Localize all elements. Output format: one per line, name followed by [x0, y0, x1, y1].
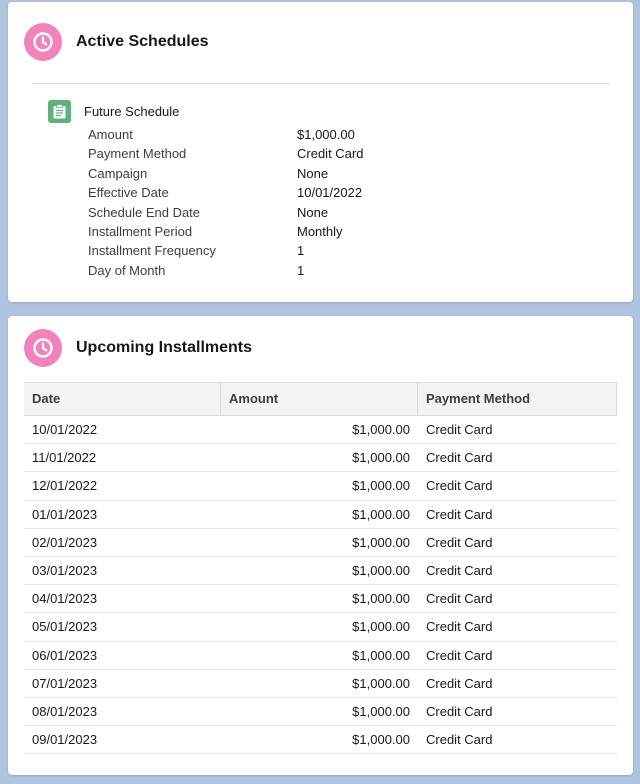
- field-value: Monthly: [297, 223, 343, 239]
- field-label: Payment Method: [88, 146, 187, 162]
- table-row: [24, 613, 617, 641]
- column-header-payment-method[interactable]: Payment Method: [418, 383, 617, 415]
- field-value: None: [297, 204, 329, 220]
- field-row: [88, 222, 363, 241]
- cell-date: 10/01/2022: [32, 422, 98, 437]
- cell-date: 02/01/2023: [32, 534, 98, 550]
- cell-amount: $1,000.00: [352, 703, 410, 719]
- field-row: [88, 203, 363, 222]
- cell-amount: $1,000.00: [352, 591, 410, 607]
- cell-date: 05/01/2023: [32, 619, 98, 635]
- cell-date: 08/01/2023: [32, 703, 98, 719]
- schedule-heading: [48, 100, 179, 123]
- column-header-date[interactable]: Date: [24, 383, 221, 415]
- field-row: [88, 125, 363, 144]
- field-value: None: [297, 165, 329, 181]
- cell-date: 07/01/2023: [32, 675, 98, 691]
- cell-amount: $1,000.00: [352, 506, 410, 522]
- field-value: 1: [297, 243, 305, 259]
- field-row: [88, 241, 363, 260]
- field-label: Installment Frequency: [88, 243, 216, 259]
- cell-amount: $1,000.00: [352, 478, 410, 494]
- table-row: [24, 642, 617, 670]
- active-schedules-title: Active Schedules: [76, 33, 209, 50]
- field-label: Amount: [88, 127, 133, 142]
- clock-icon: [24, 329, 62, 367]
- field-value: 10/01/2022: [297, 185, 363, 201]
- table-row: [24, 472, 617, 500]
- cell-payment-method: Credit Card: [426, 534, 493, 550]
- field-value: 1: [297, 262, 305, 278]
- clipboard-icon: [48, 100, 71, 123]
- active-schedules-header: [24, 22, 209, 62]
- cell-payment-method: Credit Card: [426, 619, 493, 635]
- cell-payment-method: Credit Card: [426, 647, 493, 663]
- cell-date: 11/01/2022: [32, 450, 97, 466]
- cell-payment-method: Credit Card: [426, 591, 493, 607]
- divider: [32, 83, 609, 84]
- upcoming-installments-card: [8, 316, 633, 775]
- schedule-fields: [88, 125, 363, 280]
- cell-payment-method: Credit Card: [426, 422, 493, 437]
- cell-payment-method: Credit Card: [426, 732, 493, 748]
- field-label: Schedule End Date: [88, 204, 201, 220]
- cell-date: 01/01/2023: [32, 506, 98, 522]
- schedule-name: Future Schedule: [84, 104, 180, 119]
- field-label: Installment Period: [88, 223, 193, 239]
- field-row: [88, 183, 363, 202]
- cell-date: 09/01/2023: [32, 732, 98, 748]
- field-value: $1,000.00: [297, 127, 355, 142]
- cell-payment-method: Credit Card: [426, 506, 493, 522]
- cell-amount: $1,000.00: [352, 534, 410, 550]
- table-row: [24, 444, 617, 472]
- table-row: [24, 670, 617, 698]
- cell-payment-method: Credit Card: [426, 675, 493, 691]
- cell-amount: $1,000.00: [352, 675, 410, 691]
- field-row: [88, 144, 363, 163]
- cell-date: 12/01/2022: [32, 478, 98, 494]
- cell-amount: $1,000.00: [352, 562, 410, 578]
- cell-amount: $1,000.00: [352, 732, 410, 748]
- field-label: Day of Month: [88, 262, 166, 278]
- cell-payment-method: Credit Card: [426, 703, 493, 719]
- table-row: [24, 416, 617, 444]
- field-label: Effective Date: [88, 185, 169, 201]
- column-header-amount[interactable]: Amount: [221, 383, 418, 415]
- cell-date: 04/01/2023: [32, 591, 98, 607]
- cell-date: 03/01/2023: [32, 562, 98, 578]
- field-row: [88, 261, 363, 280]
- clock-icon: [24, 23, 62, 61]
- cell-amount: $1,000.00: [352, 619, 410, 635]
- table-row: [24, 698, 617, 726]
- table-header: [24, 382, 617, 416]
- table-row: [24, 726, 617, 754]
- cell-amount: $1,000.00: [352, 450, 410, 466]
- cell-payment-method: Credit Card: [426, 478, 493, 494]
- table-row: [24, 501, 617, 529]
- cell-amount: $1,000.00: [352, 422, 410, 437]
- table-row: [24, 585, 617, 613]
- upcoming-installments-title: Upcoming Installments: [76, 339, 253, 356]
- field-value: Credit Card: [297, 146, 364, 162]
- cell-date: 06/01/2023: [32, 647, 98, 663]
- table-row: [24, 529, 617, 557]
- table-row: [24, 557, 617, 585]
- upcoming-installments-header: [24, 328, 252, 368]
- field-label: Campaign: [88, 165, 148, 181]
- cell-payment-method: Credit Card: [426, 562, 493, 578]
- cell-payment-method: Credit Card: [426, 450, 493, 466]
- field-row: [88, 164, 363, 183]
- cell-amount: $1,000.00: [352, 647, 410, 663]
- active-schedules-card: [8, 2, 633, 302]
- installments-table: [24, 382, 617, 754]
